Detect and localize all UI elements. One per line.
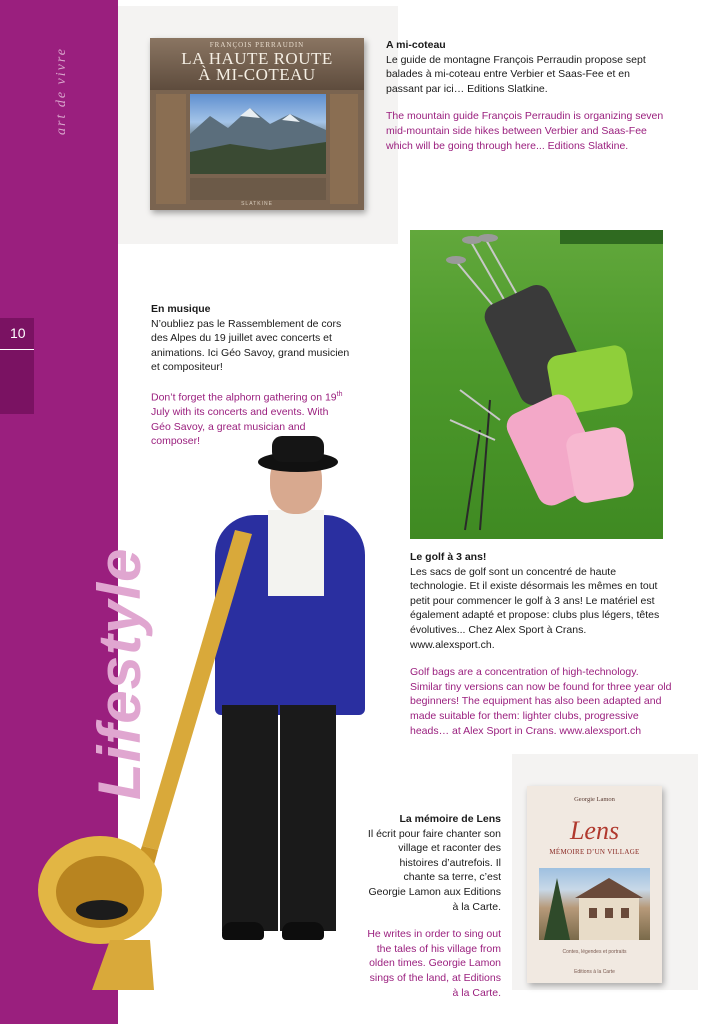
book-wood-frame-right xyxy=(330,94,358,204)
article-lens xyxy=(366,812,501,1000)
book-title-line1: LA HAUTE ROUTE xyxy=(181,49,333,68)
man-trousers-right xyxy=(280,705,336,931)
category-title: Lifestyle xyxy=(86,547,153,800)
book-wood-beam xyxy=(190,178,326,200)
book-title xyxy=(150,51,364,83)
article-text-fr: Il écrit pour faire chanter son village et raconter des histoires d’autrefois. Il chante sa terre, c’est Georgie Lamon aux Editions à la Carte. xyxy=(367,827,501,913)
black-hat-icon xyxy=(258,432,338,476)
book-cover-lens xyxy=(527,786,662,983)
page-number: 10 xyxy=(10,325,26,341)
article-title: A mi-coteau xyxy=(386,39,446,51)
article-text-en: The mountain guide François Perraudin is organizing seven mid-mountain side hikes between Verbier and Saas-Fee which will be going through here... Editions Slatkine. xyxy=(386,110,664,152)
article-title: La mémoire de Lens xyxy=(399,813,501,825)
golf-bags-illustration xyxy=(410,230,663,539)
article-mi-coteau xyxy=(386,38,666,153)
book-author: FRANÇOIS PERRAUDIN xyxy=(209,41,305,49)
book-publisher: Editions à la Carte xyxy=(574,969,615,975)
article-text-en: Golf bags are a concentration of high-technology. Similar tiny versions can now be found for three year old beginners! The equipment has also been adapted and made suitable for them: lighter clubs, progressive heads… at Alex Sport in Crans. www.alexsport.ch xyxy=(410,666,672,737)
article-en-musique xyxy=(151,302,351,449)
alphorn-illustration xyxy=(30,520,270,1000)
book-caption: Contes, légendes et portraits xyxy=(562,949,627,955)
book-cover-haute-route xyxy=(150,38,364,210)
mountain-photo xyxy=(190,94,326,174)
man-shoe-right xyxy=(282,922,324,940)
article-text-en-part2: July with its concerts and events. With Géo Savoy, a great musician and composer! xyxy=(151,406,329,448)
page-number-rule xyxy=(0,349,34,350)
article-text-en: He writes in order to sing out the tales of his village from olden times. Georgie Lamon sings of the land, at Editions à la Carte. xyxy=(367,928,501,999)
book-publisher: SLATKINE xyxy=(241,201,273,207)
article-text-en-part1: Don’t forget the alphorn gathering on 19 xyxy=(151,391,337,404)
book-subtitle: MÉMOIRE D’UN VILLAGE xyxy=(549,848,640,856)
book-title: Lens xyxy=(569,816,620,845)
article-text-fr: N’oubliez pas le Rassemblement de cors des Alpes du 19 juillet avec concerts et animations. Ici Géo Savoy, grand musicien et compositeur! xyxy=(151,317,350,374)
golf-bags-photo xyxy=(410,230,663,539)
book-title-line2: À MI-COTEAU xyxy=(198,65,316,84)
man-white-shirt xyxy=(268,510,324,596)
ordinal-suffix: th xyxy=(336,390,343,398)
article-golf xyxy=(410,550,672,738)
mountain-illustration xyxy=(190,94,326,174)
book-author: Georgie Lamon xyxy=(574,796,615,803)
article-text-fr: Le guide de montagne François Perraudin propose sept balades à mi-coteau entre Verbier et Saas-Fee et en passant par ici… Editions Slatkine. xyxy=(386,53,646,95)
tree-line xyxy=(560,230,663,244)
article-title: Le golf à 3 ans! xyxy=(410,551,487,563)
section-label: art de vivre xyxy=(54,46,69,135)
village-illustration xyxy=(539,868,650,940)
village-photo xyxy=(539,868,650,940)
article-text-fr: Les sacs de golf sont un concentré de haute technologie. Et il existe désormais les mêmes en tout petit pour commencer le golf à 3 ans! Le matériel est également adapté et propose: clubs plus légers, têtes évolutives... Chez Alex Sport à Crans. www.alexsport.ch. xyxy=(410,565,660,651)
book-wood-frame-left xyxy=(156,94,186,204)
article-title: En musique xyxy=(151,303,211,315)
